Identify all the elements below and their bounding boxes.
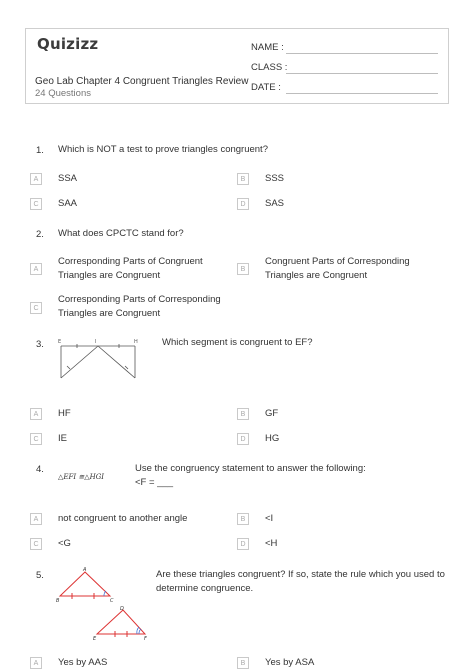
question-text: Which segment is congruent to EF? xyxy=(162,337,313,348)
question-text-line2: <F = ___ xyxy=(135,477,174,488)
question-text: What does CPCTC stand for? xyxy=(58,228,184,239)
option-text[interactable]: <I xyxy=(265,513,274,524)
svg-text:F: F xyxy=(144,636,147,642)
svg-text:H: H xyxy=(134,339,138,345)
worksheet-header xyxy=(25,28,449,104)
option-letter-box[interactable]: A xyxy=(30,657,42,669)
congruency-statement-image: △EFI ≅△HGI xyxy=(58,473,105,481)
option-text[interactable]: Corresponding Parts of Congruent Triangles are Congruent xyxy=(58,256,203,281)
class-label: CLASS : xyxy=(251,62,288,73)
option-text[interactable]: SAS xyxy=(265,198,285,209)
quizizz-logo: Quizizz xyxy=(37,35,99,53)
option-letter-box[interactable]: B xyxy=(237,408,249,420)
option-text[interactable]: Yes by AAS xyxy=(58,657,108,668)
option-text[interactable]: GF xyxy=(265,408,279,419)
option-text[interactable]: SAA xyxy=(58,198,78,209)
option-text[interactable]: Yes by ASA xyxy=(265,657,315,668)
option-letter-box[interactable]: C xyxy=(30,198,42,210)
question-text: Which is NOT a test to prove triangles congruent? xyxy=(58,144,268,155)
option-letter-box[interactable]: A xyxy=(30,408,42,420)
option-letter-box[interactable]: C xyxy=(30,433,42,445)
option-text[interactable]: Congruent Parts of Corresponding Triangles are Congruent xyxy=(265,256,410,281)
svg-text:A: A xyxy=(83,567,87,573)
svg-text:D: D xyxy=(120,606,124,612)
svg-text:E: E xyxy=(93,636,97,642)
date-field[interactable] xyxy=(286,93,438,94)
option-text[interactable]: HF xyxy=(58,408,71,419)
option-letter-box[interactable]: B xyxy=(237,173,249,185)
option-text[interactable]: <G xyxy=(58,538,71,549)
option-text[interactable]: Corresponding Parts of Corresponding Triangles are Congruent xyxy=(58,294,221,319)
option-letter-box[interactable]: C xyxy=(30,538,42,550)
svg-text:I: I xyxy=(95,339,97,345)
triangle-diagram-figure xyxy=(55,336,141,384)
svg-text:E: E xyxy=(58,339,62,345)
quiz-title: Geo Lab Chapter 4 Congruent Triangles Review xyxy=(35,76,249,87)
option-text[interactable]: IE xyxy=(58,433,67,444)
question-number: 4. xyxy=(36,464,44,475)
option-letter-box[interactable]: C xyxy=(30,302,42,314)
option-letter-box[interactable]: D xyxy=(237,198,249,210)
option-letter-box[interactable]: D xyxy=(237,433,249,445)
option-letter-box[interactable]: A xyxy=(30,513,42,525)
svg-text:C: C xyxy=(110,598,114,604)
class-field[interactable] xyxy=(286,73,438,74)
option-letter-box[interactable]: A xyxy=(30,263,42,275)
question-number: 5. xyxy=(36,570,44,581)
option-letter-box[interactable]: B xyxy=(237,657,249,669)
question-count: 24 Questions xyxy=(35,88,91,99)
option-text[interactable]: not congruent to another angle xyxy=(58,513,188,524)
question-number: 2. xyxy=(36,229,44,240)
option-letter-box[interactable]: B xyxy=(237,263,249,275)
question-text: Are these triangles congruent? If so, state the rule which you used to determine congruence. xyxy=(156,569,445,594)
option-letter-box[interactable]: B xyxy=(237,513,249,525)
triangles-figure xyxy=(55,567,150,642)
question-number: 1. xyxy=(36,145,44,156)
question-text: Use the congruency statement to answer the following: xyxy=(135,463,366,474)
name-label: NAME : xyxy=(251,42,284,53)
option-text[interactable]: SSS xyxy=(265,173,285,184)
option-text[interactable]: HG xyxy=(265,433,280,444)
option-text[interactable]: SSA xyxy=(58,173,78,184)
name-field[interactable] xyxy=(286,53,438,54)
question-number: 3. xyxy=(36,339,44,350)
svg-text:B: B xyxy=(56,598,60,604)
option-letter-box[interactable]: A xyxy=(30,173,42,185)
date-label: DATE : xyxy=(251,82,281,93)
option-text[interactable]: <H xyxy=(265,538,278,549)
option-letter-box[interactable]: D xyxy=(237,538,249,550)
